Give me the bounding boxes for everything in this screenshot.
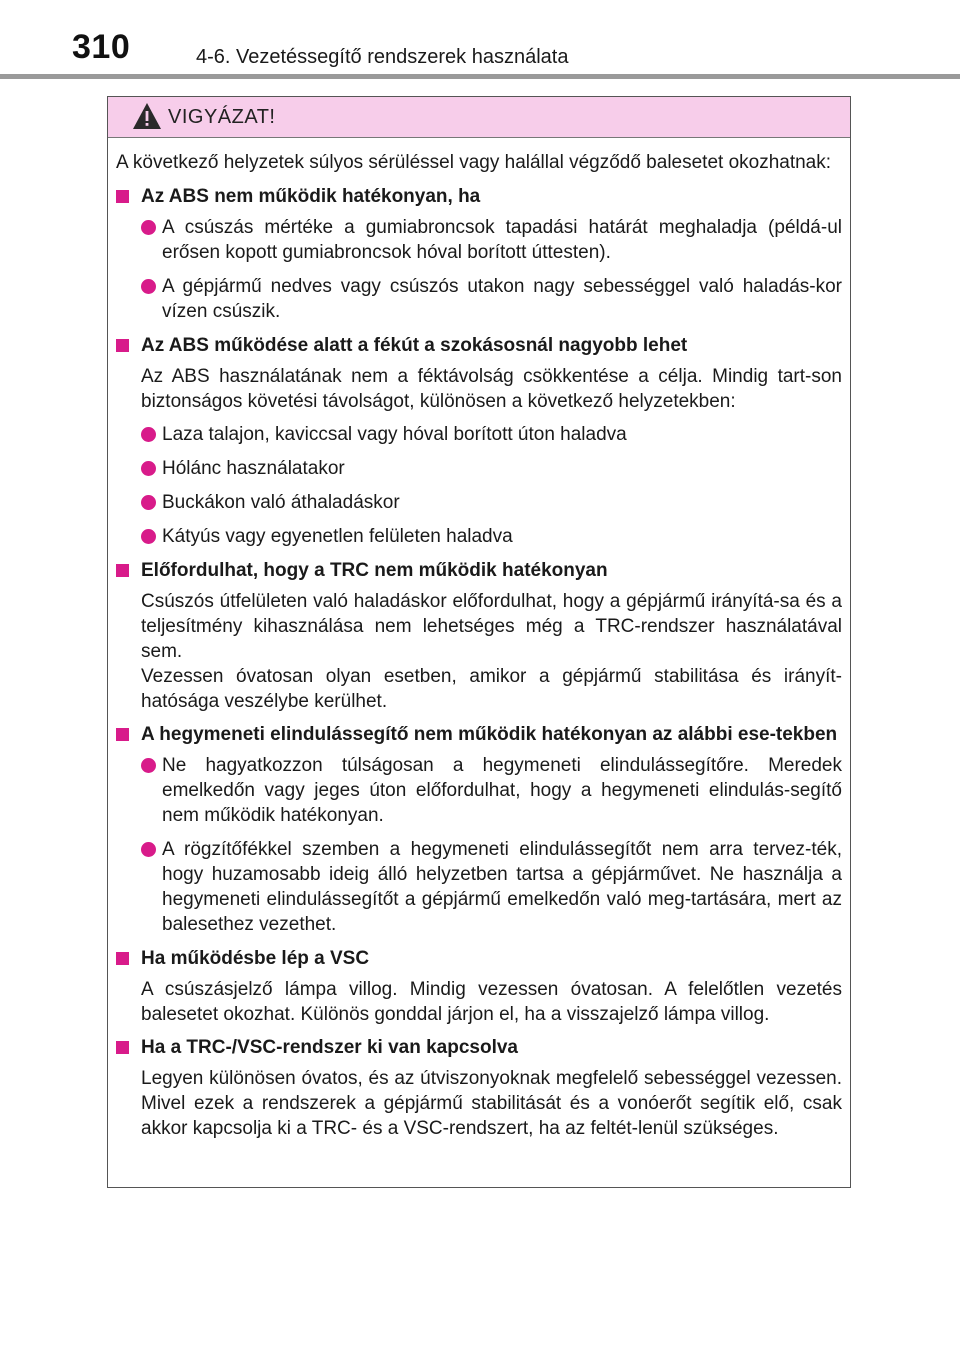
section-title — [116, 946, 842, 971]
round-bullet-icon — [141, 529, 156, 544]
bullet-item — [116, 837, 842, 937]
paragraph-text: A csúszásjelző lámpa villog. Mindig vezessen óvatosan. A felelőtlen vezetés balesetet okozhat. Különös gonddal járjon el, ha a visszajelző lámpa villog. — [141, 979, 842, 1025]
warning-body — [108, 138, 850, 1141]
section-title-text: A hegymeneti elindulássegítő nem működik hatékonyan az alábbi ese-tekben — [141, 724, 838, 745]
paragraph-text: Legyen különösen óvatos, és az útviszonyoknak megfelelő sebességgel vezessen. Mivel ezek a rendszerek a gépjármű stabilitását és a vonóerőt segítik elő, csak akkor kapcsolja ki a TRC- és a VSC-rendszert, ha az feltét-lenül szükséges. — [141, 1068, 842, 1139]
section-title-text: Az ABS működése alatt a fékút a szokásosnál nagyobb lehet — [141, 335, 688, 356]
section-paragraph — [116, 1066, 842, 1141]
square-bullet-icon — [116, 952, 129, 965]
round-bullet-icon — [141, 461, 156, 476]
square-bullet-icon — [116, 728, 129, 741]
section-title — [116, 1035, 842, 1060]
warning-section — [116, 1035, 842, 1141]
section-title — [116, 184, 842, 209]
bullet-item — [116, 490, 842, 515]
round-bullet-icon — [141, 427, 156, 442]
bullet-item — [116, 274, 842, 324]
bullet-text: A rögzítőfékkel szemben a hegymeneti elindulássegítőt nem arra tervez-ték, hogy huzamosabb ideig álló helyzetben tartsa a gépjárművet. Ne használja a hegymeneti elindulássegítőt a gépjármű emelkedőn való meg-tartására, mert az balesethez vezethet. — [162, 839, 842, 935]
warning-section — [116, 722, 842, 937]
bullet-text: Kátyús vagy egyenetlen felületen haladva — [162, 526, 513, 547]
bullet-text: Ne hagyatkozzon túlságosan a hegymeneti elindulássegítőre. Meredek emelkedőn vagy jeges úton előfordulhat, hogy a hegymeneti elindulás-segítő nem működik hatékonyan. — [162, 755, 842, 826]
bullet-text: Hólánc használatakor — [162, 458, 345, 479]
bullet-item — [116, 456, 842, 481]
square-bullet-icon — [116, 564, 129, 577]
warning-box — [107, 96, 851, 1188]
section-paragraph — [116, 364, 842, 414]
section-title-text: Az ABS nem működik hatékonyan, ha — [141, 186, 481, 207]
warning-section — [116, 946, 842, 1027]
page-number: 310 — [72, 28, 131, 66]
paragraph-text: Csúszós útfelületen való haladáskor előfordulhat, hogy a gépjármű irányítá-sa és a teljesítmény kihasználása nem lehetséges még a TRC-rendszer használatával sem. — [141, 591, 842, 662]
warning-section — [116, 333, 842, 549]
bullet-text: Laza talajon, kaviccsal vagy hóval borított úton haladva — [162, 424, 627, 445]
round-bullet-icon — [141, 758, 156, 773]
section-paragraph — [116, 977, 842, 1027]
warning-intro: A következő helyzetek súlyos sérüléssel vagy halállal végződő balesetet okozhatnak: — [116, 152, 832, 173]
bullet-text: A gépjármű nedves vagy csúszós utakon nagy sebességgel való haladás-kor vízen csúszik. — [162, 276, 842, 322]
round-bullet-icon — [141, 220, 156, 235]
square-bullet-icon — [116, 190, 129, 203]
section-title-text: Ha a TRC-/VSC-rendszer ki van kapcsolva — [141, 1037, 518, 1058]
square-bullet-icon — [116, 339, 129, 352]
section-title-text: Ha működésbe lép a VSC — [141, 948, 370, 969]
bullet-item — [116, 215, 842, 265]
bullet-item — [116, 524, 842, 549]
header-rule — [0, 74, 960, 79]
warning-section — [116, 184, 842, 324]
bullet-item — [116, 422, 842, 447]
section-title-text: Előfordulhat, hogy a TRC nem működik hatékonyan — [141, 560, 608, 581]
square-bullet-icon — [116, 1041, 129, 1054]
paragraph-text: Az ABS használatának nem a féktávolság csökkentése a célja. Mindig tart-son biztonságos követési távolságot, különösen a következő helyzetekben: — [141, 366, 842, 412]
bullet-text: Buckákon való áthaladáskor — [162, 492, 400, 513]
chapter-title: 4-6. Vezetéssegítő rendszerek használata — [196, 46, 569, 68]
round-bullet-icon — [141, 495, 156, 510]
section-title — [116, 558, 842, 583]
warning-section — [116, 558, 842, 714]
warning-triangle-icon — [132, 102, 162, 130]
bullet-text: A csúszás mértéke a gumiabroncsok tapadási határát meghaladja (példá-ul erősen kopott gumiabroncsok hóval borított úttesten). — [162, 217, 842, 263]
round-bullet-icon — [141, 842, 156, 857]
section-paragraph — [116, 589, 842, 714]
paragraph-text: Vezessen óvatosan olyan esetben, amikor a gépjármű stabilitása és irányít-hatósága veszélybe kerülhet. — [141, 666, 842, 712]
bullet-item — [116, 753, 842, 828]
section-title — [116, 333, 842, 358]
warning-title: VIGYÁZAT! — [168, 106, 276, 128]
round-bullet-icon — [141, 279, 156, 294]
section-title — [116, 722, 842, 747]
warning-header — [108, 97, 850, 138]
page-header — [0, 0, 960, 80]
